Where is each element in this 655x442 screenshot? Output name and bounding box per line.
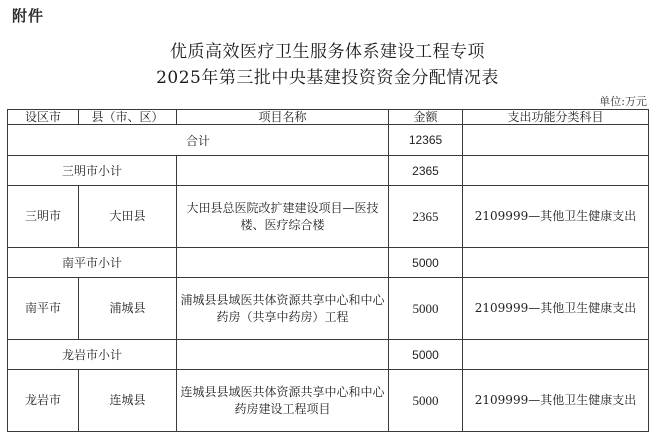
category-cell: 2109999—其他卫生健康支出 bbox=[463, 186, 649, 248]
header-city: 设区市 bbox=[8, 110, 79, 125]
total-category bbox=[463, 125, 649, 156]
subtotal-row bbox=[8, 248, 649, 278]
subtotal-label: 三明市小计 bbox=[8, 156, 177, 186]
category-cell: 2109999—其他卫生健康支出 bbox=[463, 278, 649, 340]
unit-label: 单位:万元 bbox=[599, 95, 647, 108]
city-cell: 南平市 bbox=[8, 278, 79, 340]
attachment-label: 附件 bbox=[12, 7, 45, 25]
subtotal-project bbox=[177, 340, 389, 370]
header-project: 项目名称 bbox=[177, 110, 389, 125]
subtotal-category bbox=[463, 340, 649, 370]
category-cell: 2109999—其他卫生健康支出 bbox=[463, 370, 649, 432]
allocation-table bbox=[7, 109, 649, 432]
subtotal-amount: 2365 bbox=[389, 156, 463, 186]
subtotal-category bbox=[463, 156, 649, 186]
subtotal-project bbox=[177, 156, 389, 186]
subtotal-project bbox=[177, 248, 389, 278]
amount-cell: 5000 bbox=[389, 278, 463, 340]
project-cell: 浦城县县域医共体资源共享中心和中心药房（共享中药房）工程 bbox=[177, 278, 389, 340]
table-row bbox=[8, 186, 649, 248]
document-title-line1: 优质高效医疗卫生服务体系建设工程专项 bbox=[170, 42, 485, 62]
city-cell: 龙岩市 bbox=[8, 370, 79, 432]
total-row bbox=[8, 125, 649, 156]
subtotal-amount: 5000 bbox=[389, 248, 463, 278]
subtotal-row bbox=[8, 340, 649, 370]
total-amount: 12365 bbox=[389, 125, 463, 156]
header-county: 县（市、区） bbox=[79, 110, 177, 125]
header-amount: 金额 bbox=[389, 110, 463, 125]
amount-cell: 2365 bbox=[389, 186, 463, 248]
subtotal-category bbox=[463, 248, 649, 278]
project-cell: 大田县总医院改扩建建设项目—医技楼、医疗综合楼 bbox=[177, 186, 389, 248]
header-row bbox=[8, 110, 649, 125]
table-row bbox=[8, 370, 649, 432]
subtotal-row bbox=[8, 156, 649, 186]
county-cell: 浦城县 bbox=[79, 278, 177, 340]
subtotal-label: 龙岩市小计 bbox=[8, 340, 177, 370]
county-cell: 连城县 bbox=[79, 370, 177, 432]
amount-cell: 5000 bbox=[389, 370, 463, 432]
city-cell: 三明市 bbox=[8, 186, 79, 248]
county-cell: 大田县 bbox=[79, 186, 177, 248]
subtotal-amount: 5000 bbox=[389, 340, 463, 370]
document-title-line2: 2025年第三批中央基建投资资金分配情况表 bbox=[156, 68, 499, 88]
subtotal-label: 南平市小计 bbox=[8, 248, 177, 278]
header-category: 支出功能分类科目 bbox=[463, 110, 649, 125]
table-row bbox=[8, 278, 649, 340]
project-cell: 连城县县域医共体资源共享中心和中心药房建设工程项目 bbox=[177, 370, 389, 432]
total-label: 合计 bbox=[8, 125, 389, 156]
